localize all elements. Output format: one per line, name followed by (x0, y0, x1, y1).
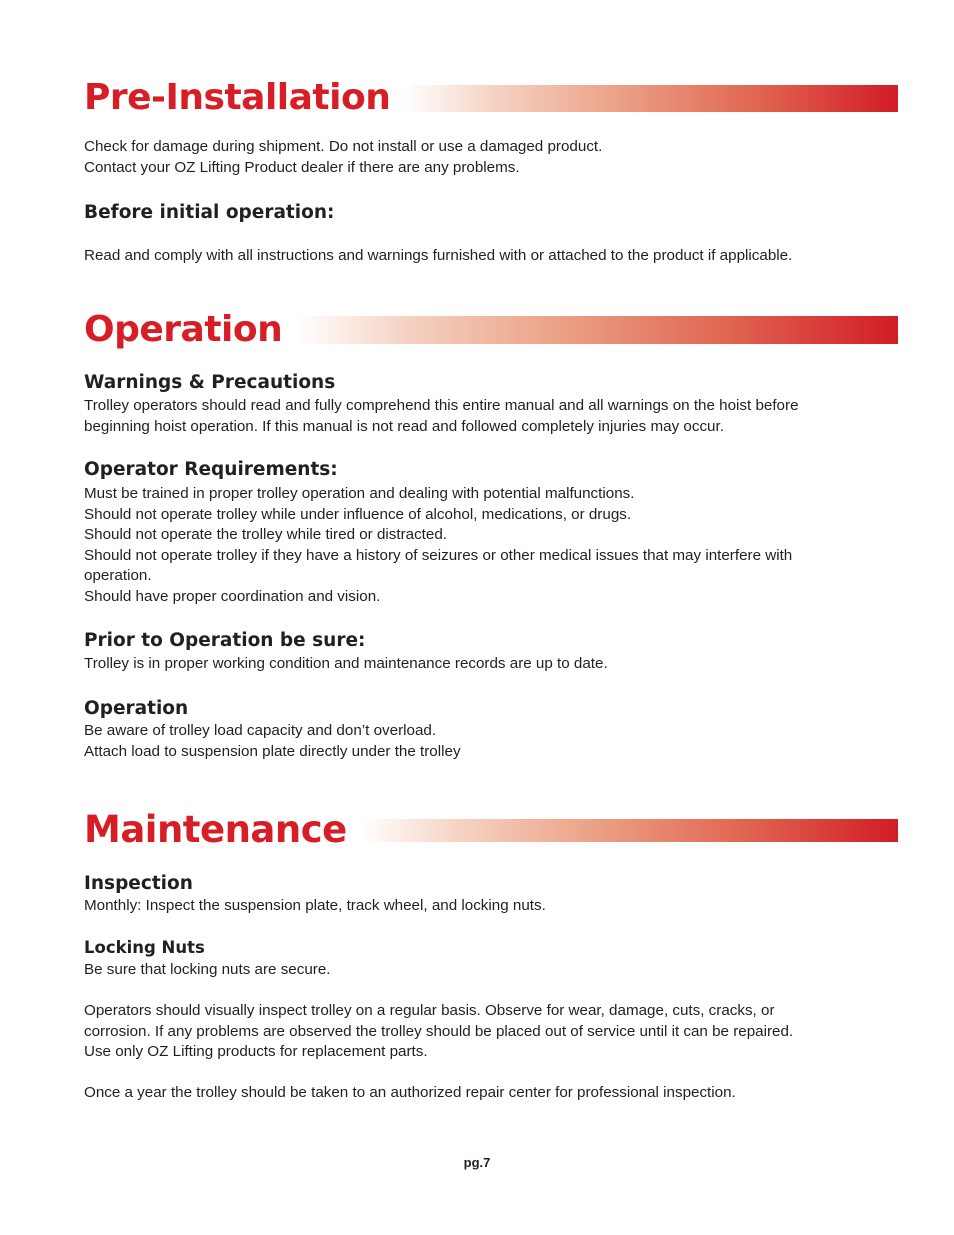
pre-installation-line: Contact your OZ Lifting Product dealer if there are any problems. (84, 158, 520, 176)
operator-requirement-line: Should not operate trolley while under influence of alcohol, medications, or drugs. (84, 505, 632, 523)
pre-installation-title-bar (404, 85, 898, 112)
pre-installation-header (84, 78, 898, 118)
warnings-line: beginning hoist operation. If this manual is not read and followed completely injuries may occur. (84, 417, 724, 435)
operator-requirement-line: operation. (84, 567, 152, 585)
operation-sub-text (84, 721, 904, 762)
operation-sub-line: Attach load to suspension plate directly under the trolley (84, 742, 461, 760)
operator-requirement-line: Should not operate the trolley while tired or distracted. (84, 526, 448, 544)
operator-requirement-line: Should have proper coordination and vision. (84, 587, 381, 605)
inspection-text (84, 896, 904, 917)
operator-requirements-text (84, 484, 904, 608)
visual-inspection-text (84, 1001, 904, 1063)
annual-inspection-text (84, 1083, 904, 1104)
maintenance-title: Maintenance (84, 808, 347, 851)
before-initial-heading: Before initial operation: (84, 202, 335, 223)
prior-to-operation-heading: Prior to Operation be sure: (84, 630, 366, 651)
pre-installation-text (84, 137, 904, 178)
locking-nuts-text (84, 960, 904, 981)
operation-title: Operation (84, 309, 283, 350)
visual-inspection-line: Use only OZ Lifting products for replacement parts. (84, 1043, 428, 1061)
warnings-line: Trolley operators should read and fully comprehend this entire manual and all warnings on the hoist before (84, 397, 799, 414)
inspection-line: Monthly: Inspect the suspension plate, track wheel, and locking nuts. (84, 897, 546, 914)
operation-header (84, 309, 898, 351)
prior-to-operation-line: Trolley is in proper working condition and maintenance records are up to date. (84, 655, 608, 672)
operation-title-bar (296, 316, 898, 344)
prior-to-operation-text (84, 654, 904, 675)
pre-installation-title: Pre-Installation (84, 77, 391, 118)
operation-subheading: Operation (84, 698, 189, 719)
operator-requirements-heading: Operator Requirements: (84, 459, 338, 480)
operator-requirement-line: Must be trained in proper trolley operation and dealing with potential malfunctions. (84, 485, 635, 502)
before-initial-text (84, 246, 904, 267)
visual-inspection-line: Operators should visually inspect trolley on a regular basis. Observe for wear, damage, cuts, cracks, or (84, 1002, 775, 1019)
operator-requirement-line: Should not operate trolley if they have a history of seizures or other medical issues that may interfere with (84, 546, 793, 564)
locking-nuts-heading: Locking Nuts (84, 938, 205, 957)
operation-sub-line: Be aware of trolley load capacity and don’t overload. (84, 722, 437, 739)
warnings-text (84, 396, 904, 437)
inspection-heading: Inspection (84, 873, 193, 894)
page-number: pg.7 (463, 1155, 491, 1170)
locking-nuts-line: Be sure that locking nuts are secure. (84, 961, 331, 978)
maintenance-title-bar (361, 819, 898, 842)
visual-inspection-line: corrosion. If any problems are observed the trolley should be placed out of service until it can be repaired. (84, 1022, 794, 1040)
maintenance-header (84, 808, 898, 852)
warnings-heading: Warnings & Precautions (84, 372, 336, 393)
before-initial-line: Read and comply with all instructions and warnings furnished with or attached to the product if applicable. (84, 247, 793, 264)
annual-inspection-line: Once a year the trolley should be taken to an authorized repair center for professional inspection. (84, 1084, 736, 1101)
pre-installation-line: Check for damage during shipment. Do not install or use a damaged product. (84, 138, 603, 155)
